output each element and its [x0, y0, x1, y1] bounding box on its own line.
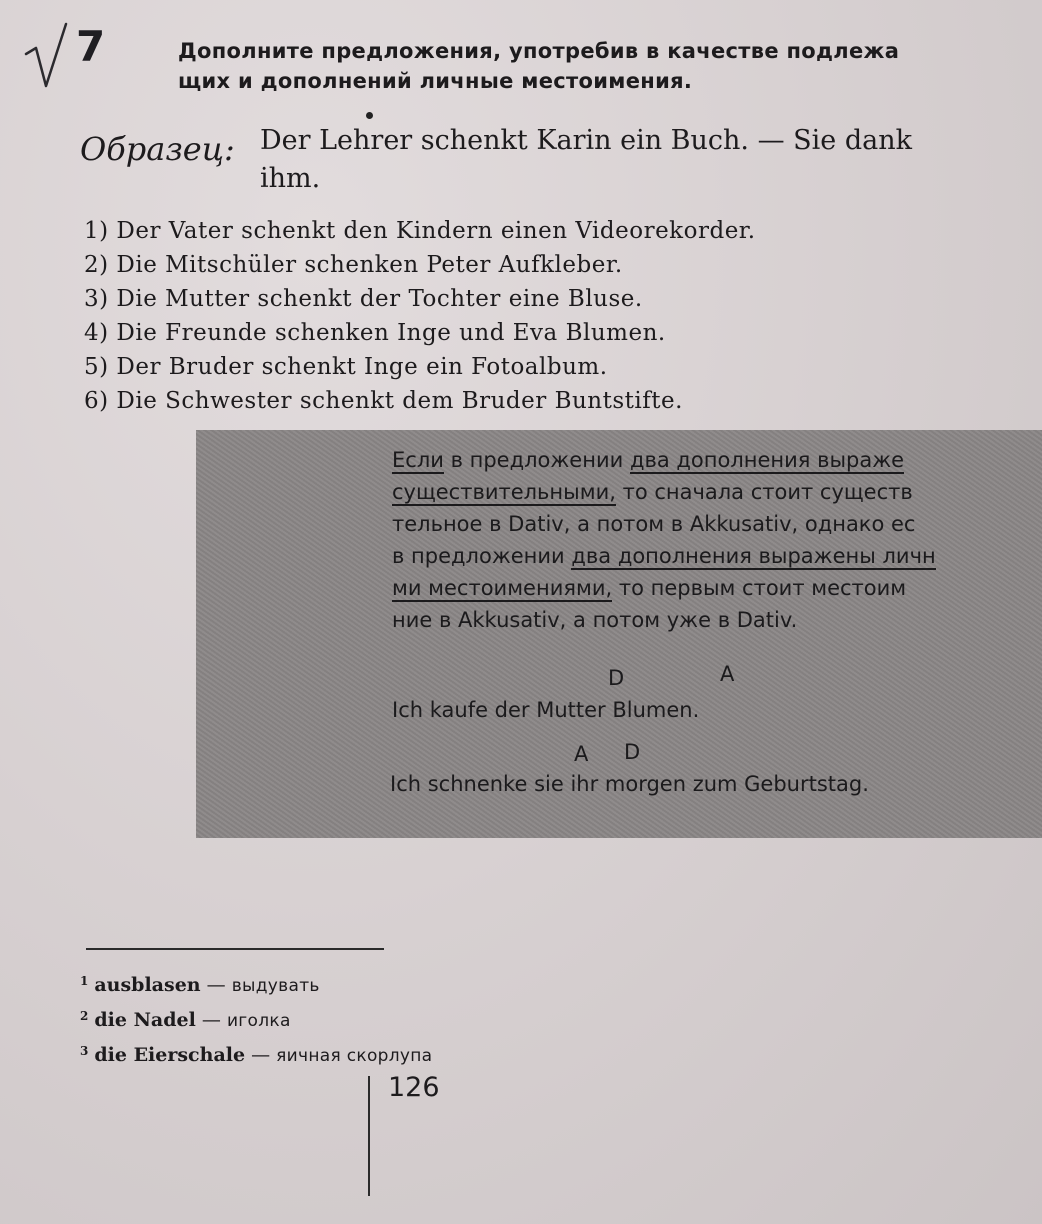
rule-text-segment: то сначала стоит существ — [615, 480, 913, 504]
footnote-list — [80, 966, 432, 1071]
rule-text-segment: в предложении — [392, 544, 572, 568]
exercise-sentence: 1) Der Vater schenkt den Kindern einen Videorekorder. — [84, 218, 756, 244]
exercise-number: 7 — [76, 22, 106, 71]
footnote-mark: 2 — [80, 1009, 89, 1023]
page-number: 126 — [388, 1072, 440, 1103]
footnote-dash: — — [245, 1044, 277, 1066]
rule-example-sentence: Ich schnenke sie ihr morgen zum Geburtstag. — [390, 772, 869, 796]
footnote-item — [80, 966, 432, 1001]
page-divider-line — [368, 1076, 370, 1196]
exercise-sentence: 6) Die Schwester schenkt dem Bruder Buntstifte. — [84, 388, 683, 414]
grammar-rule-box — [196, 430, 1042, 838]
instruction-line-2: щих и дополнений личные местоимения. — [178, 69, 693, 93]
accusative-marker: A — [720, 662, 735, 686]
dative-marker: D — [624, 740, 641, 764]
footnote-item — [80, 1001, 432, 1036]
footnote-translation: выдувать — [231, 976, 320, 996]
footnote-divider — [86, 948, 384, 950]
rule-text-segment: в предложении — [443, 448, 630, 472]
exercise-sentence: 3) Die Mutter schenkt der Tochter eine Bluse. — [84, 286, 643, 312]
rule-underlined-phrase: Если — [392, 448, 444, 472]
footnote-dash: — — [200, 974, 232, 996]
accusative-marker: A — [574, 742, 589, 766]
rule-line-6: ние в Akkusativ, а потом уже в Dativ. — [392, 608, 798, 632]
exercise-sentence-list — [84, 214, 756, 418]
grammar-rule-text — [392, 444, 1042, 636]
rule-line-2 — [392, 476, 1042, 508]
rule-text-segment: то первым стоит местоим — [612, 576, 907, 600]
footnote-mark: 1 — [80, 974, 89, 988]
example-label: Образец: — [80, 130, 235, 168]
rule-example-sentence: Ich kaufe der Mutter Blumen. — [392, 698, 700, 722]
footnote-dash: — — [195, 1009, 227, 1031]
footnote-translation: иголка — [226, 1011, 291, 1031]
footnote-mark: 3 — [80, 1044, 89, 1058]
example-line-2: ihm. — [260, 163, 321, 194]
instruction-line-1: Дополните предложения, употребив в качестве подлежа — [178, 39, 900, 63]
example-text — [260, 122, 1042, 198]
exercise-instruction — [178, 36, 1042, 96]
exercise-sentence: 2) Die Mitschüler schenken Peter Aufkleber. — [84, 252, 623, 278]
rule-line-4 — [392, 540, 1042, 572]
rule-underlined-phrase: два дополнения выражены личн — [571, 544, 936, 568]
rule-underlined-phrase: два дополнения выраже — [629, 448, 905, 472]
rule-line-5 — [392, 572, 1042, 604]
rule-underlined-phrase: существительными, — [392, 480, 616, 504]
footnote-item — [80, 1036, 432, 1071]
exercise-sentence: 4) Die Freunde schenken Inge und Eva Blumen. — [84, 320, 666, 346]
exercise-sentence: 5) Der Bruder schenkt Inge ein Fotoalbum. — [84, 354, 608, 380]
ink-dot — [366, 112, 373, 119]
rule-line-1 — [392, 444, 1042, 476]
rule-underlined-phrase: ми местоимениями, — [392, 576, 613, 600]
footnote-term: die Nadel — [94, 1009, 196, 1031]
footnote-term: ausblasen — [94, 974, 201, 996]
rule-line-3: тельное в Dativ, а потом в Akkusativ, однако ес — [392, 512, 916, 536]
example-line-1: Der Lehrer schenkt Karin ein Buch. — Sie dank — [260, 125, 912, 156]
dative-marker: D — [608, 666, 625, 690]
footnote-translation: яичная скорлупа — [276, 1046, 433, 1066]
footnote-term: die Eierschale — [94, 1044, 246, 1066]
